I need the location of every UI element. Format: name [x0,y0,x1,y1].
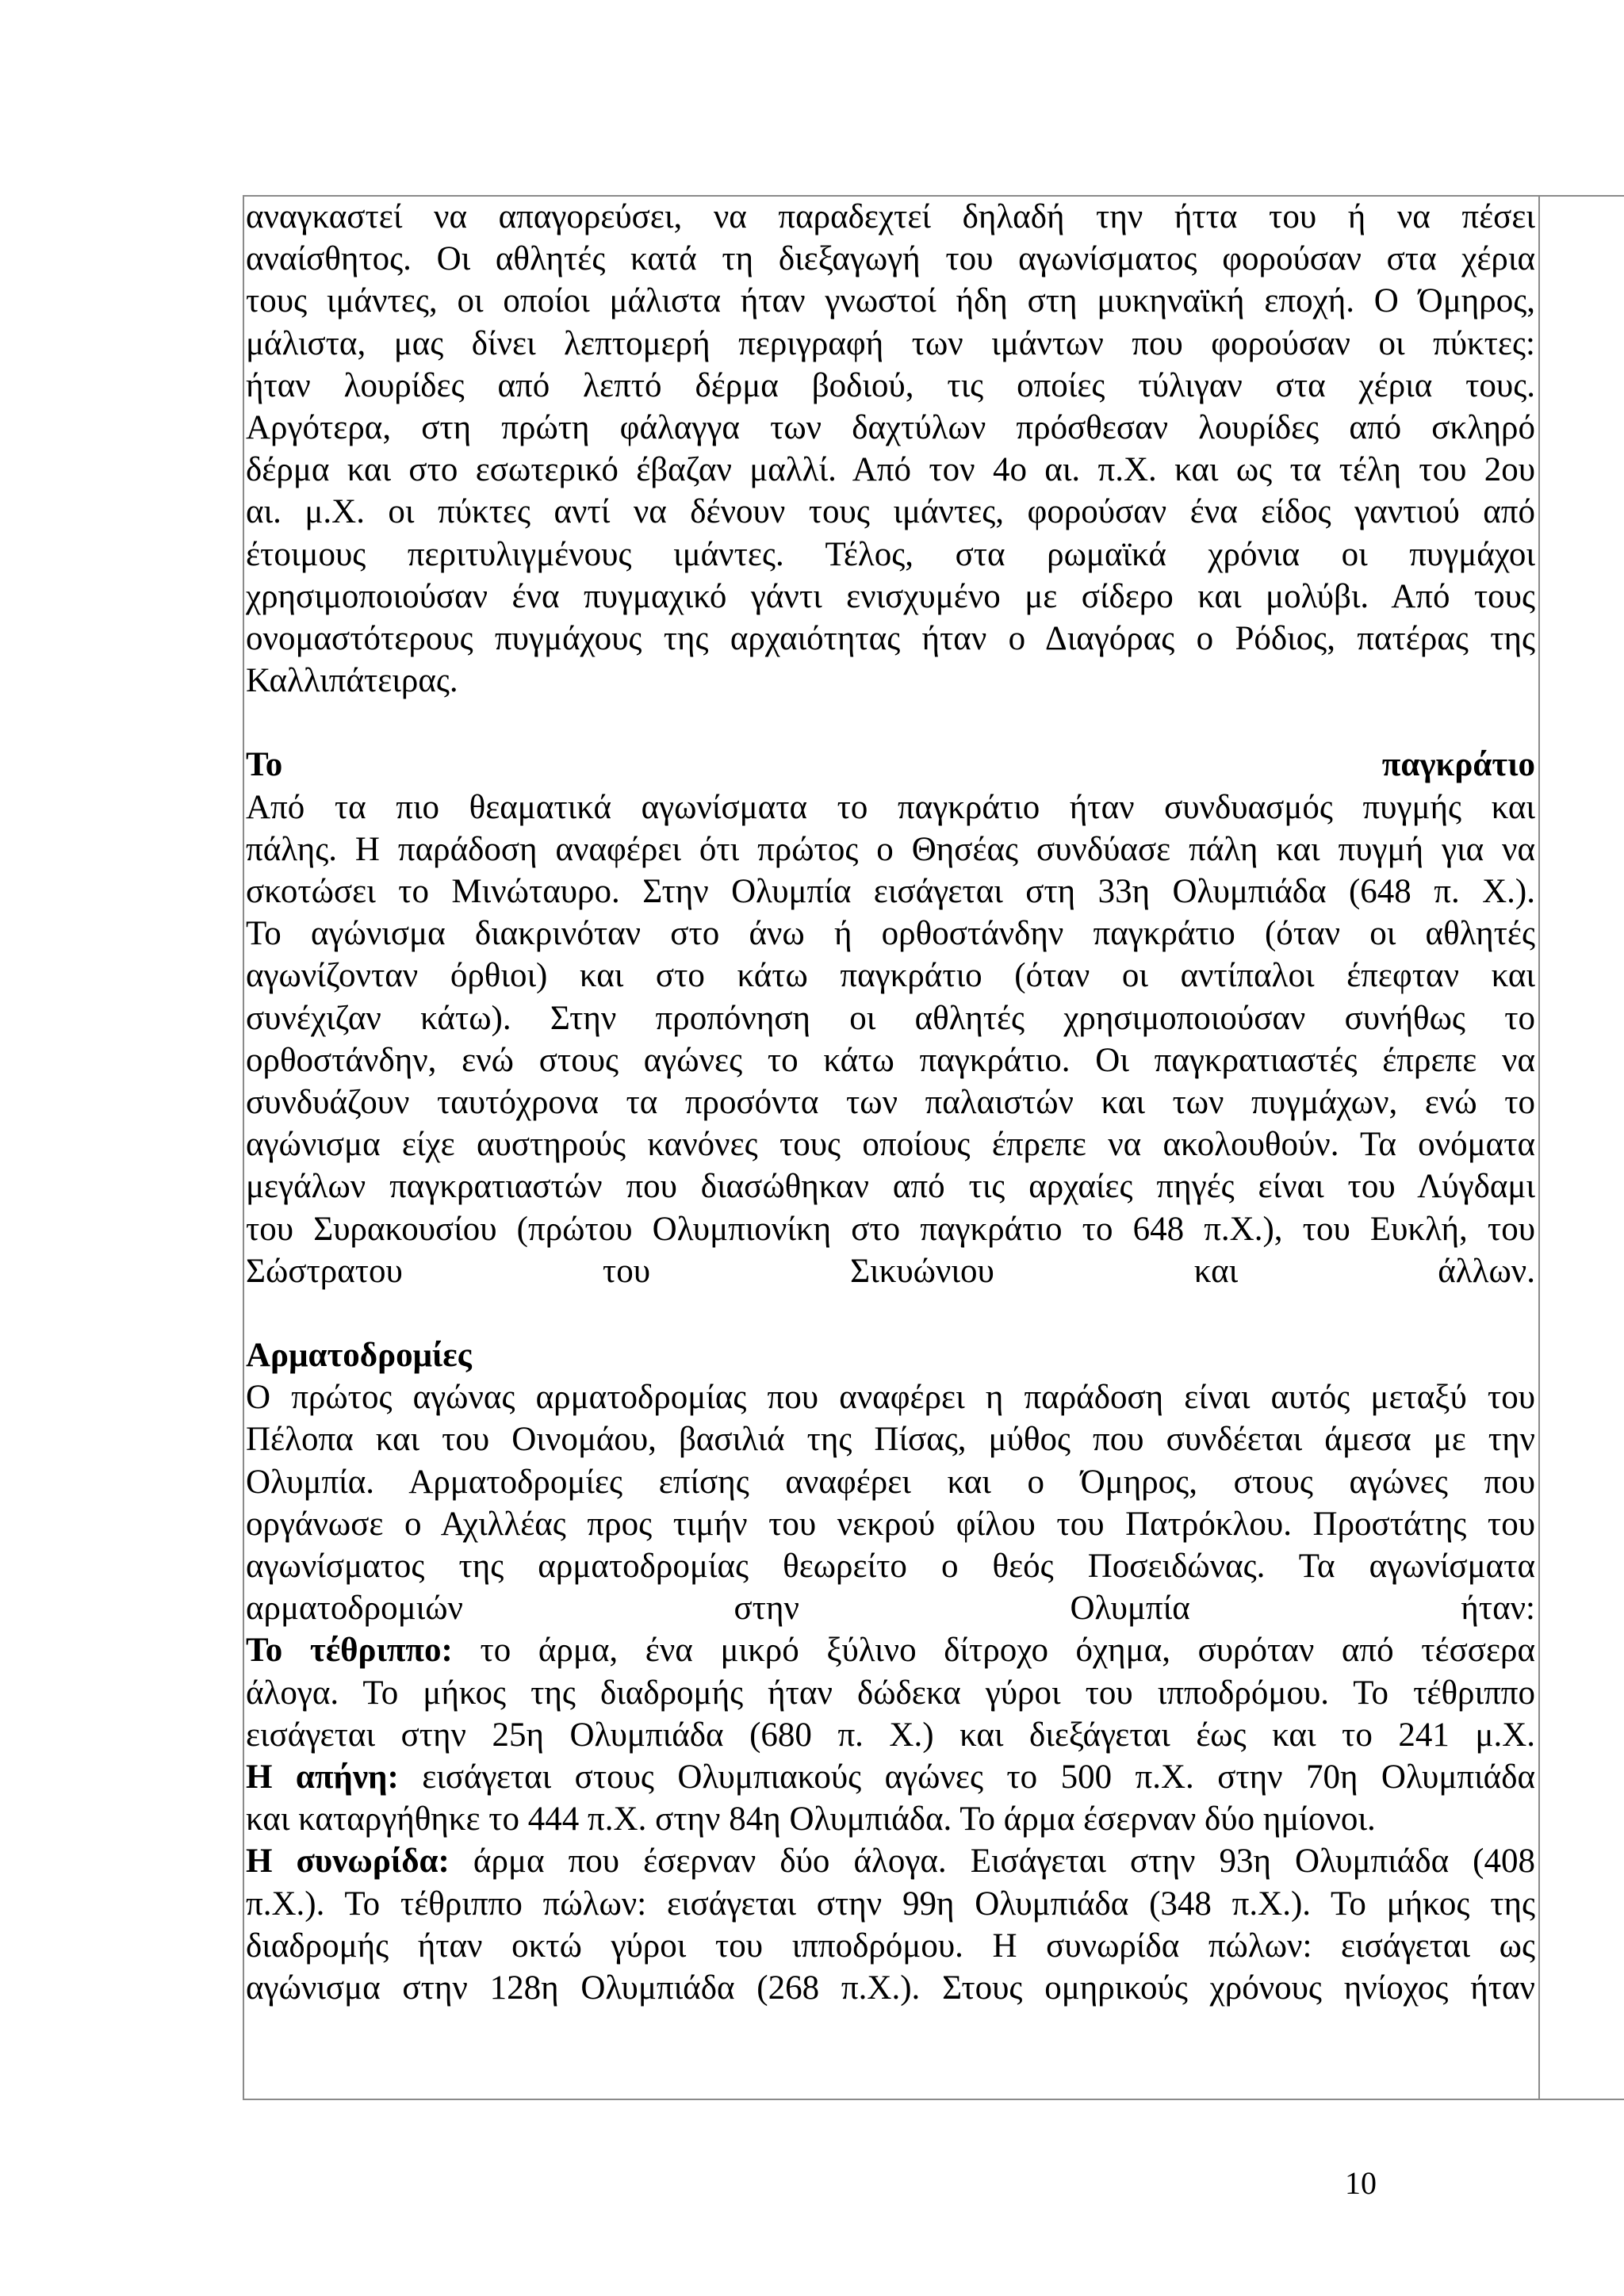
text-line: του Συρακουσίου (πρώτου Ολυμπιονίκη στο παγκράτιο το 648 π.Χ.), του Ευκλή, του [246,1210,1535,1248]
term-description: εισάγεται στους Ολυμπιακούς αγώνες το 500 π.Χ. στην 70η Ολυμπιάδα [398,1758,1535,1796]
text-line: σκοτώσει το Μινώταυρο. Στην Ολυμπία εισάγεται στη 33η Ολυμπιάδα (648 π. Χ.). [246,873,1535,910]
term-apini: Η απήνη: [246,1758,399,1796]
chariot-section [246,1334,1535,2009]
boxing-paragraph [246,196,1535,702]
term-synoris: Η συνωρίδα: [246,1843,450,1881]
text-line: ονομαστότερους πυγμάχους της αρχαιότητας ήταν ο Διαγόρας ο Ρόδιος, πατέρας της [246,619,1535,657]
table-bottom-border [243,2099,1624,2100]
text-line: συνέχιζαν κάτω). Στην προπόνηση οι αθλητές χρησιμοποιούσαν συνήθως το [246,999,1535,1037]
text-line: οργάνωσε ο Αχιλλέας προς τιμήν του νεκρού φίλου του Πατρόκλου. Προστάτης του [246,1505,1535,1543]
term-description: άρμα που έσερναν δύο άλογα. Εισάγεται στην 93η Ολυμπιάδα (408 [449,1843,1535,1881]
text-line: τους ιμάντες, οι οποίοι μάλιστα ήταν γνωστοί ήδη στη μυκηναϊκή εποχή. Ο Όμηρος, [246,282,1535,320]
text-line: ορθοστάνδην, ενώ στους αγώνες το κάτω παγκράτιο. Οι παγκρατιαστές έπρεπε να [246,1041,1535,1079]
text-line: δέρμα και στο εσωτερικό έβαζαν μαλλί. Από τον 4ο αι. π.Χ. και ως τα τέλη του 2ου [246,451,1535,489]
text-line: Ο πρώτος αγώνας αρματοδρομίας που αναφέρει η παράδοση είναι αυτός μεταξύ του [246,1379,1535,1417]
text-line: Σώστρατου του Σικυώνιου και άλλων. [246,1252,1535,1290]
section-heading [246,744,1535,786]
text-line: άλογα. Το μήκος της διαδρομής ήταν δώδεκα γύροι του ιπποδρόμου. Το τέθριππο [246,1674,1535,1712]
text-line: αγώνισμα είχε αυστηρούς κανόνες τους οποίους έπρεπε να ακολουθούν. Τα ονόματα [246,1126,1535,1164]
text-line: και καταργήθηκε το 444 π.Χ. στην 84η Ολυμπιάδα. Το άρμα έσερναν δύο ημίονοι. [246,1800,1376,1839]
heading-text: Αρματοδρομίες [246,1337,472,1375]
text-line: π.Χ.). Το τέθριππο πώλων: εισάγεται στην 99η Ολυμπιάδα (348 π.Χ.). Το μήκος της [246,1885,1535,1923]
term-description: το άρμα, ένα μικρό ξύλινο δίτροχο όχημα, συρόταν από τέσσερα [452,1632,1535,1670]
page-number: 10 [1345,2165,1377,2201]
text-line: αγώνισμα στην 128η Ολυμπιάδα (268 π.Χ.). Στους ομηρικούς χρόνους ηνίοχος ήταν [246,1969,1535,2007]
text-line: εισάγεται στην 25η Ολυμπιάδα (680 π. Χ.) και διεξάγεται έως και το 241 μ.Χ. [246,1716,1535,1754]
text-line: Πέλοπα και του Οινομάου, βασιλιά της Πίσας, μύθος που συνδέεται άμεσα με την [246,1421,1535,1459]
spacer [246,1292,1535,1334]
pankration-section [246,744,1535,1292]
text-line: ήταν λουρίδες από λεπτό δέρμα βοδιού, τις οποίες τύλιγαν στα χέρια τους. [246,366,1535,404]
text-line: Αργότερα, στη πρώτη φάλαγγα των δαχτύλων πρόσθεσαν λουρίδες από σκληρό [246,408,1535,446]
text-line: έτοιμους περιτυλιγμένους ιμάντες. Τέλος, στα ρωμαϊκά χρόνια οι πυγμάχοι [246,535,1535,573]
text-line: αγωνίσματος της αρματοδρομίας θεωρείτο ο θεός Ποσειδώνας. Τα αγωνίσματα [246,1548,1535,1585]
spacer [246,702,1535,744]
text-line: μεγάλων παγκρατιαστών που διασώθηκαν από τις αρχαίες πηγές είναι του Λύγδαμι [246,1168,1535,1206]
apini-line [246,1756,1535,1798]
text-line: αναγκαστεί να απαγορεύσει, να παραδεχτεί δηλαδή την ήττα του ή να πέσει [246,198,1535,235]
text-line: Καλλιπάτειρας. [246,662,458,700]
tethrippo-line [246,1629,1535,1671]
text-line: αγωνίζονταν όρθιοι) και στο κάτω παγκράτιο (όταν οι αντίπαλοι έπεφταν και [246,957,1535,995]
text-line: αναίσθητος. Οι αθλητές κατά τη διεξαγωγή του αγωνίσματος φορούσαν στα χέρια [246,240,1535,278]
text-line: πάλης. Η παράδοση αναφέρει ότι πρώτος ο Θησέας συνδύασε πάλη και πυγμή για να [246,830,1535,868]
text-line: Ολυμπία. Αρματοδρομίες επίσης αναφέρει και ο Όμηρος, στους αγώνες που [246,1463,1535,1501]
text-line: μάλιστα, μας δίνει λεπτομερή περιγραφή των ιμάντων που φορούσαν οι πύκτες: [246,324,1535,362]
text-line: Από τα πιο θεαματικά αγωνίσματα το παγκράτιο ήταν συνδυασμός πυγμής και [246,788,1535,826]
heading-word: παγκράτιο [1381,746,1535,784]
synoris-line [246,1840,1535,1882]
text-line: αρματοδρομιών στην Ολυμπία ήταν: [246,1590,1535,1628]
text-line: αι. μ.Χ. οι πύκτες αντί να δένουν τους ιμάντες, φορούσαν ένα είδος γαντιού από [246,493,1535,531]
document-body [246,196,1535,2009]
text-line: Το αγώνισμα διακρινόταν στο άνω ή ορθοστάνδην παγκράτιο (όταν οι αθλητές [246,915,1535,953]
term-tethrippo: Το τέθριππο: [246,1632,453,1670]
text-line: διαδρομής ήταν οκτώ γύροι του ιπποδρόμου. Η συνωρίδα πώλων: εισάγεται ως [246,1927,1535,1965]
heading-word: Το [246,746,283,784]
text-line: χρησιμοποιούσαν ένα πυγμαχικό γάντι ενισχυμένο με σίδερο και μολύβι. Από τους [246,577,1535,615]
text-line: συνδυάζουν ταυτόχρονα τα προσόντα των παλαιστών και των πυγμάχων, ενώ το [246,1083,1535,1121]
section-heading [246,1334,1535,1376]
